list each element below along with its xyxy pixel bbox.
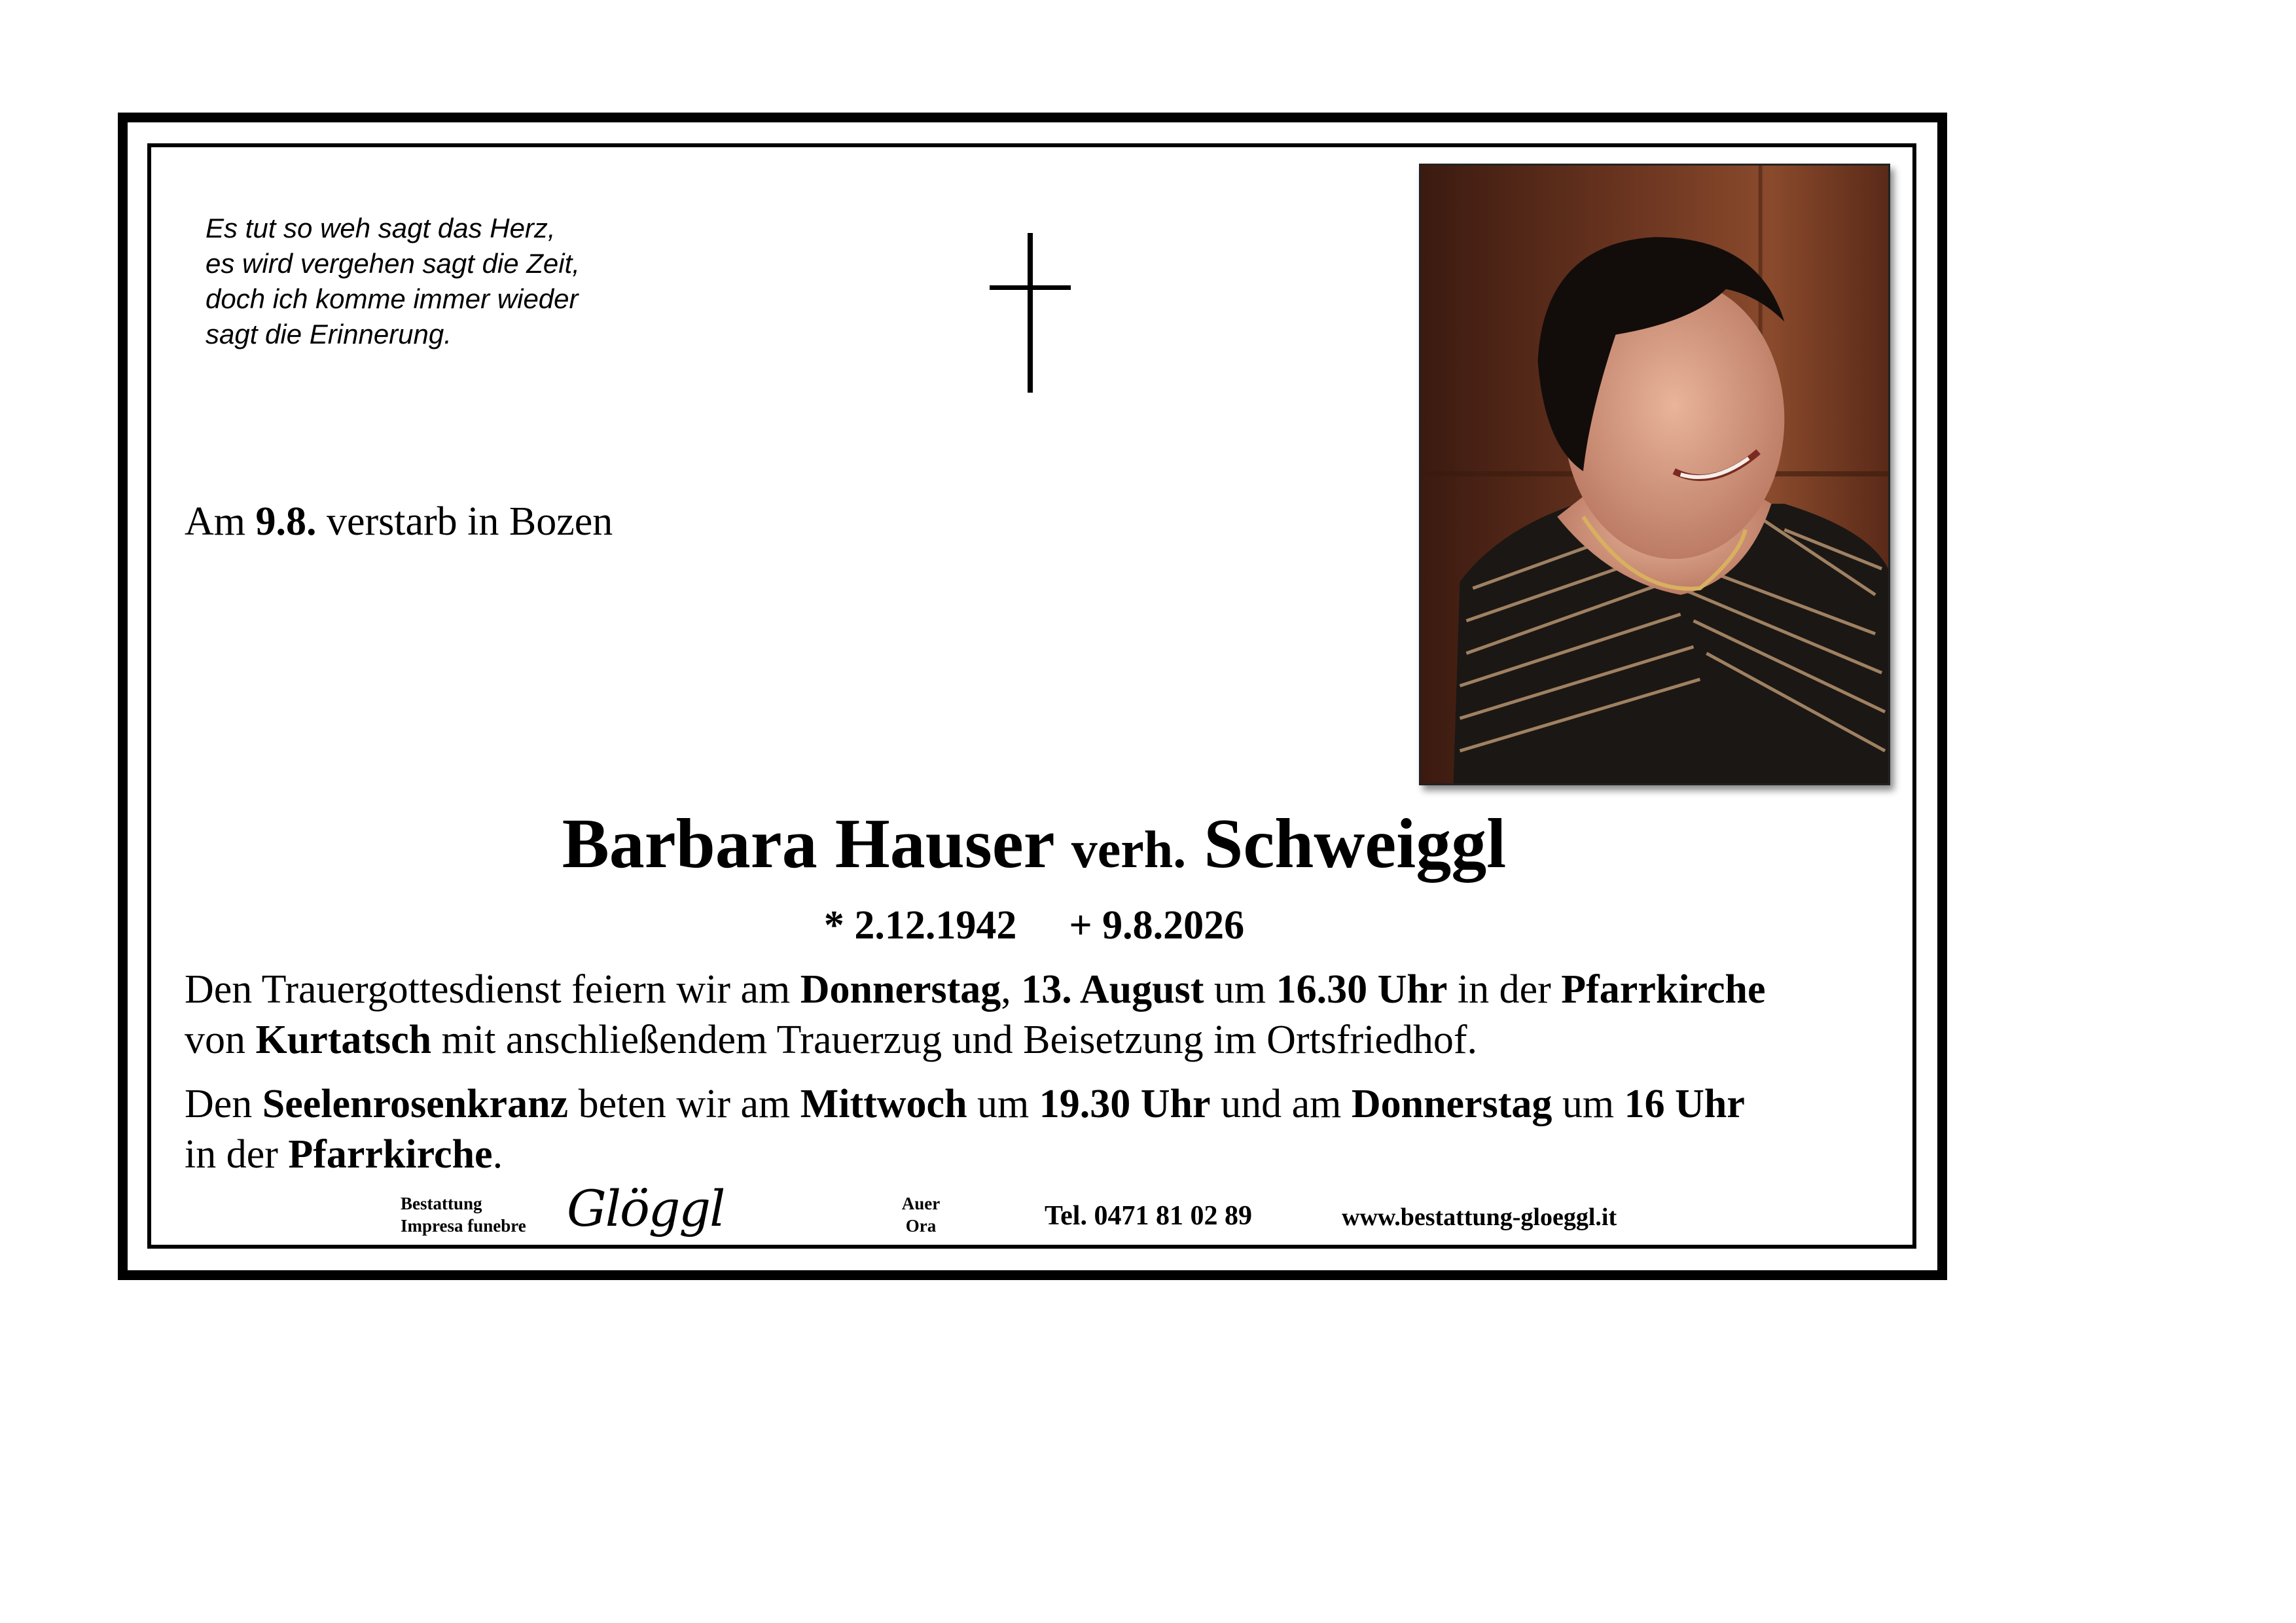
birth-date: * 2.12.1942 — [823, 903, 1017, 948]
poem-line: sagt die Erinnerung. — [206, 319, 452, 349]
rosary-day-1: Mittwoch — [800, 1082, 967, 1126]
death-date-full: + 9.8.2026 — [1069, 903, 1245, 948]
death-notice — [185, 499, 613, 545]
funeral-paragraph — [185, 965, 1899, 1065]
rosary-time-2: 16 Uhr — [1624, 1082, 1745, 1126]
place-it: Ora — [905, 1216, 937, 1236]
funeral-text: Den Trauergottesdienst feiern wir am — [185, 967, 800, 1012]
rosary-church: Pfarrkirche — [288, 1132, 493, 1177]
funeral-text: von — [185, 1018, 256, 1062]
funeral-text: um — [1204, 967, 1276, 1012]
birth-name: Barbara Hauser — [562, 805, 1054, 883]
company-logo: Glöggl — [567, 1179, 725, 1238]
life-dates — [0, 902, 2068, 949]
deceased-name — [0, 804, 2068, 885]
death-prefix: Am — [185, 499, 256, 544]
rosary-time-1: 19.30 Uhr — [1039, 1082, 1211, 1126]
funeral-text: in der — [1447, 967, 1562, 1012]
rosary-text: um — [1552, 1082, 1624, 1126]
death-suffix: verstarb in Bozen — [316, 499, 613, 544]
poem-line: doch ich komme immer wieder — [206, 283, 579, 314]
rosary-paragraph — [185, 1079, 1899, 1180]
rosary-text: . — [492, 1132, 503, 1177]
funeral-text: , — [1001, 967, 1022, 1012]
portrait-photo — [1419, 164, 1890, 785]
poem — [206, 211, 729, 352]
rosary-text: in der — [185, 1132, 289, 1177]
funeral-day: Donnerstag — [800, 967, 1001, 1012]
funeral-time: 16.30 Uhr — [1276, 967, 1448, 1012]
company-label-it: Impresa funebre — [401, 1216, 526, 1236]
rosary-title: Seelenrosenkranz — [262, 1082, 569, 1126]
death-date: 9.8. — [255, 499, 317, 544]
rosary-text: beten wir am — [568, 1082, 800, 1126]
company-label-de: Bestattung — [401, 1194, 482, 1213]
latin-cross-icon — [990, 233, 1071, 393]
rosary-text: Den — [185, 1082, 262, 1126]
poem-line: Es tut so weh sagt das Herz, — [206, 213, 556, 243]
rosary-day-2: Donnerstag — [1351, 1082, 1552, 1126]
poem-line: es wird vergehen sagt die Zeit, — [206, 248, 580, 279]
footer-place — [898, 1192, 944, 1237]
footer-website: www.bestattung-gloeggl.it — [1342, 1204, 1617, 1231]
funeral-text: mit anschließendem Trauerzug und Beisetzung im Ortsfriedhof. — [431, 1018, 1478, 1062]
funeral-town: Kurtatsch — [255, 1018, 432, 1062]
place-de: Auer — [901, 1194, 941, 1213]
rosary-text: und am — [1210, 1082, 1352, 1126]
rosary-text: um — [967, 1082, 1039, 1126]
footer-company — [401, 1192, 526, 1237]
married-name: Schweiggl — [1204, 805, 1507, 883]
married-prefix: verh. — [1071, 821, 1187, 879]
footer-phone: Tel. 0471 81 02 89 — [1045, 1201, 1252, 1231]
funeral-church: Pfarrkirche — [1561, 967, 1766, 1012]
funeral-date: 13. August — [1021, 967, 1204, 1012]
